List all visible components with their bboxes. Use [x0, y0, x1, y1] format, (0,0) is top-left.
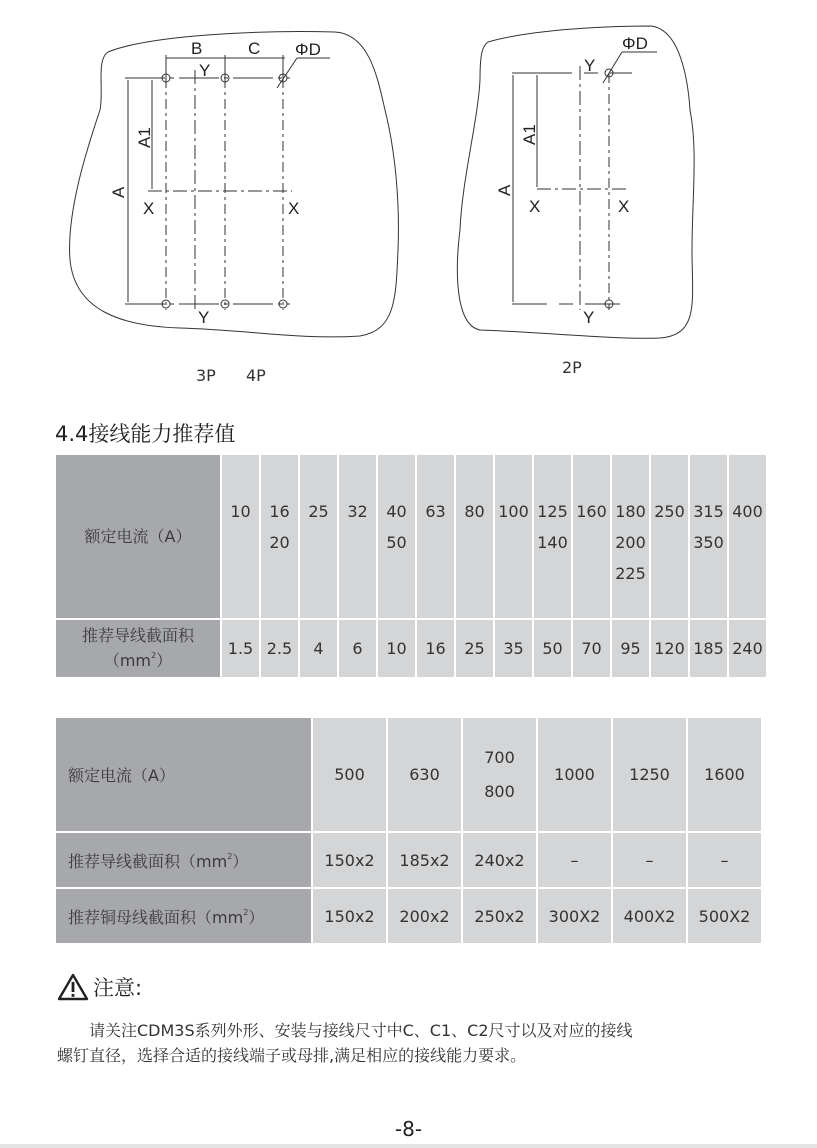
cell-value: 10 [230, 502, 251, 521]
svg-text:ΦD: ΦD [622, 34, 648, 53]
unit-close: ） [248, 907, 265, 927]
cell-value: 400 [732, 502, 763, 521]
cell-rated-current [534, 455, 571, 618]
notice-heading [57, 972, 142, 1002]
cell-value: 1250 [629, 764, 670, 784]
cell-rated-current [417, 455, 454, 618]
cell-wire-cross-section: 50 [534, 620, 571, 677]
unit-superscript: 2 [227, 851, 233, 861]
cell-value: 225 [615, 564, 646, 583]
cell-wire-cross-section: – [613, 833, 686, 887]
cell-rated-current [690, 455, 727, 618]
page-number: -8- [394, 1117, 423, 1141]
unit-superscript: 2 [243, 907, 249, 917]
svg-text:A: A [109, 186, 128, 198]
table-row-wire-cross-section [56, 833, 761, 887]
wiring-capacity-table-large [54, 716, 763, 945]
row-header-rated-current: 额定电流（A） [56, 718, 311, 831]
cell-wire-cross-section: 1.5 [222, 620, 259, 677]
cell-value: 315 [693, 502, 724, 521]
cell-wire-cross-section: 70 [573, 620, 610, 677]
cell-rated-current [339, 455, 376, 618]
cell-wire-cross-section: 120 [651, 620, 688, 677]
cell-rated-current [612, 455, 649, 618]
notice-line-1-text: 请关注CDM3S系列外形、安装与接线尺寸中C、C1、C2尺寸以及对应的接线 [89, 1021, 633, 1040]
cell-rated-current [538, 718, 611, 831]
unit-superscript: 2 [151, 651, 157, 660]
cell-rated-current [729, 455, 766, 618]
svg-text:A1: A1 [135, 127, 154, 148]
header-text: 推荐导线截面积（mm [68, 851, 228, 871]
mounting-diagrams [0, 0, 817, 400]
cell-value: 250 [654, 502, 685, 521]
cell-value: 25 [308, 502, 329, 521]
cell-rated-current [463, 718, 536, 831]
svg-text:X: X [529, 197, 541, 216]
row-header-wire-cross-section [56, 833, 311, 887]
cell-wire-cross-section: – [688, 833, 761, 887]
cell-value: 16 [269, 502, 290, 521]
unit-close: ） [232, 851, 249, 871]
diagram-2p [457, 26, 694, 338]
svg-text:Y: Y [584, 56, 596, 75]
header-text: 推荐铜母线截面积（mm [68, 907, 244, 927]
cell-value: 500 [334, 764, 365, 784]
cell-value: 80 [464, 502, 485, 521]
cell-value: 160 [576, 502, 607, 521]
cell-rated-current [261, 455, 298, 618]
cell-value: 800 [484, 781, 515, 801]
cell-wire-cross-section: 185x2 [388, 833, 461, 887]
cell-value: 40 [386, 502, 407, 521]
row-header-wire-cross-section [56, 620, 220, 677]
notice-line-1 [57, 1018, 777, 1043]
svg-text:C: C [248, 39, 261, 58]
cell-wire-cross-section: 2.5 [261, 620, 298, 677]
table-row-wire-cross-section [56, 620, 766, 677]
cell-rated-current [313, 718, 386, 831]
table-row-busbar-cross-section [56, 889, 761, 943]
row-header-rated-current: 额定电流（A） [56, 455, 220, 618]
svg-text:Y: Y [198, 308, 210, 327]
cell-rated-current [300, 455, 337, 618]
svg-text:A1: A1 [520, 124, 539, 145]
table-row-rated-current [56, 455, 766, 618]
caption-4p: 4P [246, 366, 266, 385]
cell-rated-current [495, 455, 532, 618]
cell-value: 180 [615, 502, 646, 521]
cell-value: 100 [498, 502, 529, 521]
cell-wire-cross-section: 185 [690, 620, 727, 677]
unit-text: （mm [103, 651, 152, 670]
svg-text:A: A [495, 184, 514, 196]
cell-value: 1000 [554, 764, 595, 784]
cell-wire-cross-section: 6 [339, 620, 376, 677]
svg-text:Y: Y [199, 61, 211, 80]
caption-3p: 3P [196, 366, 216, 385]
cell-wire-cross-section: – [538, 833, 611, 887]
cell-value: 200 [615, 533, 646, 552]
svg-text:X: X [288, 199, 300, 218]
cell-wire-cross-section: 25 [456, 620, 493, 677]
cell-rated-current [613, 718, 686, 831]
header-line2 [56, 646, 220, 671]
cell-value: 350 [693, 533, 724, 552]
cell-value: 630 [409, 764, 440, 784]
cell-wire-cross-section: 35 [495, 620, 532, 677]
cell-wire-cross-section: 4 [300, 620, 337, 677]
svg-text:X: X [618, 197, 630, 216]
notice-title: 注意: [93, 976, 143, 1000]
cell-rated-current [222, 455, 259, 618]
wiring-capacity-table-small [54, 453, 768, 679]
cell-busbar-cross-section: 400X2 [613, 889, 686, 943]
page-bottom-edge [0, 1144, 817, 1148]
cell-value: 1600 [704, 764, 745, 784]
cell-wire-cross-section: 150x2 [313, 833, 386, 887]
cell-value: 32 [347, 502, 368, 521]
cell-value: 50 [386, 533, 407, 552]
svg-text:ΦD: ΦD [295, 40, 321, 59]
cell-value: 125 [537, 502, 568, 521]
notice-paragraph [57, 1018, 777, 1068]
table-row-rated-current [56, 718, 761, 831]
header-line1: 推荐导线截面积 [81, 626, 194, 645]
svg-text:Y: Y [583, 308, 595, 327]
cell-rated-current [378, 455, 415, 618]
diagram-2p-labels [495, 34, 648, 327]
cell-busbar-cross-section: 300X2 [538, 889, 611, 943]
cell-rated-current [688, 718, 761, 831]
diagram-3p-4p [70, 32, 399, 337]
cell-wire-cross-section: 240x2 [463, 833, 536, 887]
notice-line-2: 螺钉直径，选择合适的接线端子或母排,满足相应的接线能力要求。 [57, 1046, 527, 1065]
diagram-3p-4p-labels [109, 39, 321, 327]
cell-value: 20 [269, 533, 290, 552]
cell-wire-cross-section: 95 [612, 620, 649, 677]
cell-rated-current [573, 455, 610, 618]
row-header-busbar-cross-section [56, 889, 311, 943]
warning-triangle-icon [57, 973, 89, 1001]
cell-rated-current [388, 718, 461, 831]
cell-busbar-cross-section: 150x2 [313, 889, 386, 943]
svg-text:B: B [191, 39, 203, 58]
unit-close: ） [156, 651, 173, 670]
cell-value: 63 [425, 502, 446, 521]
cell-value: 700 [484, 747, 515, 767]
cell-wire-cross-section: 240 [729, 620, 766, 677]
cell-rated-current [651, 455, 688, 618]
svg-text:X: X [143, 199, 155, 218]
cell-wire-cross-section: 10 [378, 620, 415, 677]
cell-wire-cross-section: 16 [417, 620, 454, 677]
cell-busbar-cross-section: 200x2 [388, 889, 461, 943]
cell-busbar-cross-section: 500X2 [688, 889, 761, 943]
cell-value: 140 [537, 533, 568, 552]
caption-2p: 2P [562, 358, 582, 377]
cell-busbar-cross-section: 250x2 [463, 889, 536, 943]
cell-rated-current [456, 455, 493, 618]
section-title: 4.4接线能力推荐值 [55, 422, 236, 446]
